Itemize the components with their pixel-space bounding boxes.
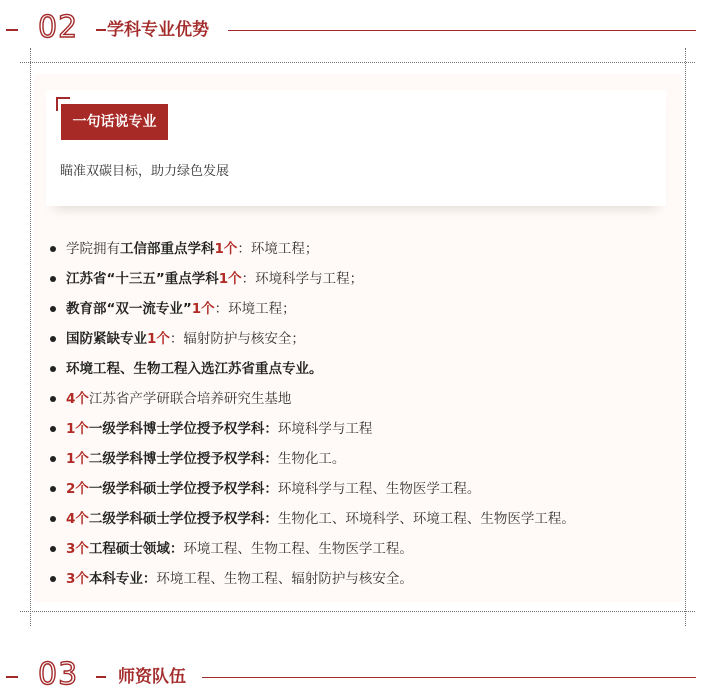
item-detail: ：环境工程； <box>214 301 296 317</box>
corner-accent-vertical <box>56 97 58 111</box>
list-item <box>48 266 678 296</box>
frame-line-right <box>685 48 686 626</box>
list-item <box>48 356 678 386</box>
bullet-icon <box>50 306 56 312</box>
item-count: 1个 <box>147 331 170 347</box>
item-count: 1个 <box>66 451 89 467</box>
bullet-icon <box>50 426 56 432</box>
item-detail: 生物化工、环境科学、环境工程、生物医学工程。 <box>277 511 575 527</box>
header-dash <box>6 29 18 31</box>
list-item <box>48 566 678 596</box>
advantage-list <box>48 236 678 596</box>
item-bold: 二级学科硕士学位授予权学科： <box>88 511 278 527</box>
bullet-icon <box>50 366 56 372</box>
item-count: 4个 <box>66 391 89 407</box>
item-detail: 环境科学与工程 <box>277 421 373 437</box>
section-title: 学科专业优势 <box>107 20 209 40</box>
item-text: 学院拥有 <box>66 241 120 257</box>
list-item <box>48 446 678 476</box>
item-bold: 一级学科博士学位授予权学科： <box>88 421 278 437</box>
section-header-03 <box>0 657 716 697</box>
item-detail: 环境科学与工程、生物医学工程。 <box>277 481 481 497</box>
item-detail: 生物化工。 <box>277 451 346 467</box>
one-sentence-tag: 一句话说专业 <box>61 104 168 140</box>
list-item <box>48 476 678 506</box>
item-detail: 江苏省产学研联合培养研究生基地 <box>88 391 292 407</box>
header-separator <box>96 29 106 31</box>
bullet-icon <box>50 516 56 522</box>
list-item <box>48 536 678 566</box>
item-count: 4个 <box>66 511 89 527</box>
section-title: 师资队伍 <box>118 667 186 687</box>
item-count: 1个 <box>191 301 215 317</box>
header-dash <box>6 676 18 678</box>
section-number: 03 <box>38 657 79 692</box>
section-number: 02 <box>38 10 79 45</box>
item-bold: 一级学科硕士学位授予权学科： <box>88 481 278 497</box>
item-count: 1个 <box>218 271 242 287</box>
corner-accent <box>56 97 70 99</box>
item-detail: ：辐射防护与核安全； <box>169 331 305 347</box>
list-item <box>48 326 678 356</box>
list-item <box>48 416 678 446</box>
list-item <box>48 236 678 266</box>
list-item <box>48 506 678 536</box>
header-rule <box>202 677 696 678</box>
item-count: 1个 <box>66 421 89 437</box>
item-detail: ：环境工程； <box>237 241 319 257</box>
bullet-icon <box>50 486 56 492</box>
item-count: 1个 <box>214 241 238 257</box>
item-count: 3个 <box>66 541 89 557</box>
bullet-icon <box>50 276 56 282</box>
frame-line-left <box>30 48 31 626</box>
bullet-icon <box>50 336 56 342</box>
bullet-icon <box>50 576 56 582</box>
item-detail: 环境工程、生物工程、生物医学工程。 <box>183 541 413 557</box>
bullet-icon <box>50 456 56 462</box>
item-bold: 江苏省“十三五”重点学科 <box>66 271 219 287</box>
bullet-icon <box>50 396 56 402</box>
item-detail: 环境工程、生物工程、辐射防护与核安全。 <box>156 571 413 587</box>
header-separator <box>96 676 106 678</box>
item-bold: 环境工程、生物工程入选江苏省重点专业。 <box>66 361 323 377</box>
bullet-icon <box>50 246 56 252</box>
item-bold: 二级学科博士学位授予权学科： <box>88 451 278 467</box>
item-bold: 本科专业： <box>88 571 157 587</box>
item-bold: 教育部“双一流专业” <box>66 301 192 317</box>
item-count: 3个 <box>66 571 89 587</box>
slogan-text: 瞄准双碳目标，助力绿色发展 <box>60 164 230 179</box>
item-detail: ：环境科学与工程； <box>241 271 364 287</box>
header-rule <box>228 30 696 31</box>
item-bold: 工程硕士领域： <box>88 541 184 557</box>
item-count: 2个 <box>66 481 89 497</box>
section-header-02 <box>0 10 716 50</box>
list-item <box>48 296 678 326</box>
bullet-icon <box>50 546 56 552</box>
item-bold: 工信部重点学科 <box>120 241 215 257</box>
item-bold: 国防紧缺专业 <box>66 331 147 347</box>
list-item <box>48 386 678 416</box>
